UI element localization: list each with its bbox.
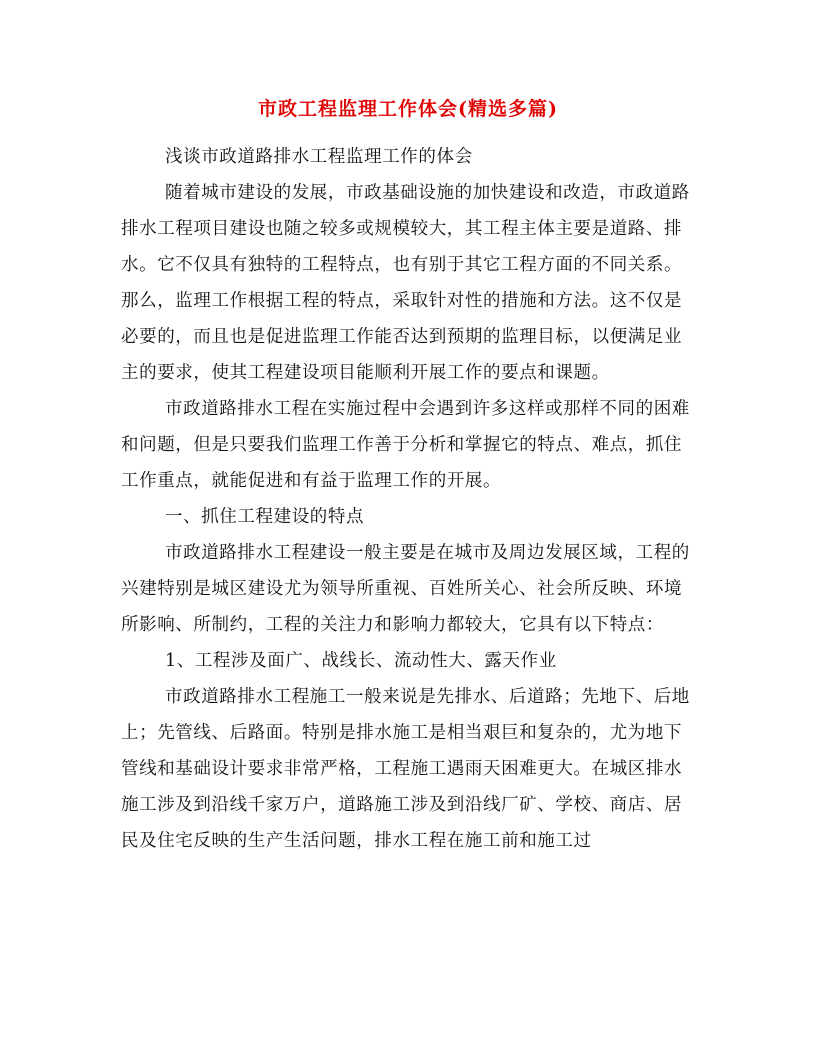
document-body [121,139,695,859]
paragraph-intro: 随着城市建设的发展，市政基础设施的加快建设和改造，市政道路排水工程项目建设也随之较多或规模较大，其工程主体主要是道路、排水。它不仅具有独特的工程特点，也有别于其它工程方面的不同关系。那么，监理工作根据工程的特点，采取针对性的措施和方法。这不仅是必要的，而且也是促进监理工作能否达到预期的监理目标，以便满足业主的要求，使其工程建设项目能顺利开展工作的要点和课题。 [121,183,690,383]
document-title: 市政工程监理工作体会(精选多篇) [258,98,558,120]
section-paragraph: 市政道路排水工程建设一般主要是在城市及周边发展区域，工程的兴建特别是城区建设尤为领导所重视、百姓所关心、社会所反映、环境所影响、所制约，工程的关注力和影响力都较大，它具有以下特点： [121,543,690,635]
document-subtitle: 浅谈市政道路排水工程监理工作的体会 [165,147,473,167]
subsection-heading: 1、工程涉及面广、战线长、流动性大、露天作业 [165,651,557,671]
paragraph-difficulties: 市政道路排水工程在实施过程中会遇到许多这样或那样不同的困难和问题，但是只要我们监理工作善于分析和掌握它的特点、难点，抓住工作重点，就能促进和有益于监理工作的开展。 [121,399,690,491]
section-heading: 一、抓住工程建设的特点 [165,507,365,527]
subsection-paragraph: 市政道路排水工程施工一般来说是先排水、后道路；先地下、后地上；先管线、后路面。特别是排水施工是相当艰巨和复杂的，尤为地下管线和基础设计要求非常严格，工程施工遇雨天困难更大。在城区排水施工涉及到沿线千家万户，道路施工涉及到沿线厂矿、学校、商店、居民及住宅反映的生产生活问题，排水工程在施工前和施工过 [121,687,690,851]
